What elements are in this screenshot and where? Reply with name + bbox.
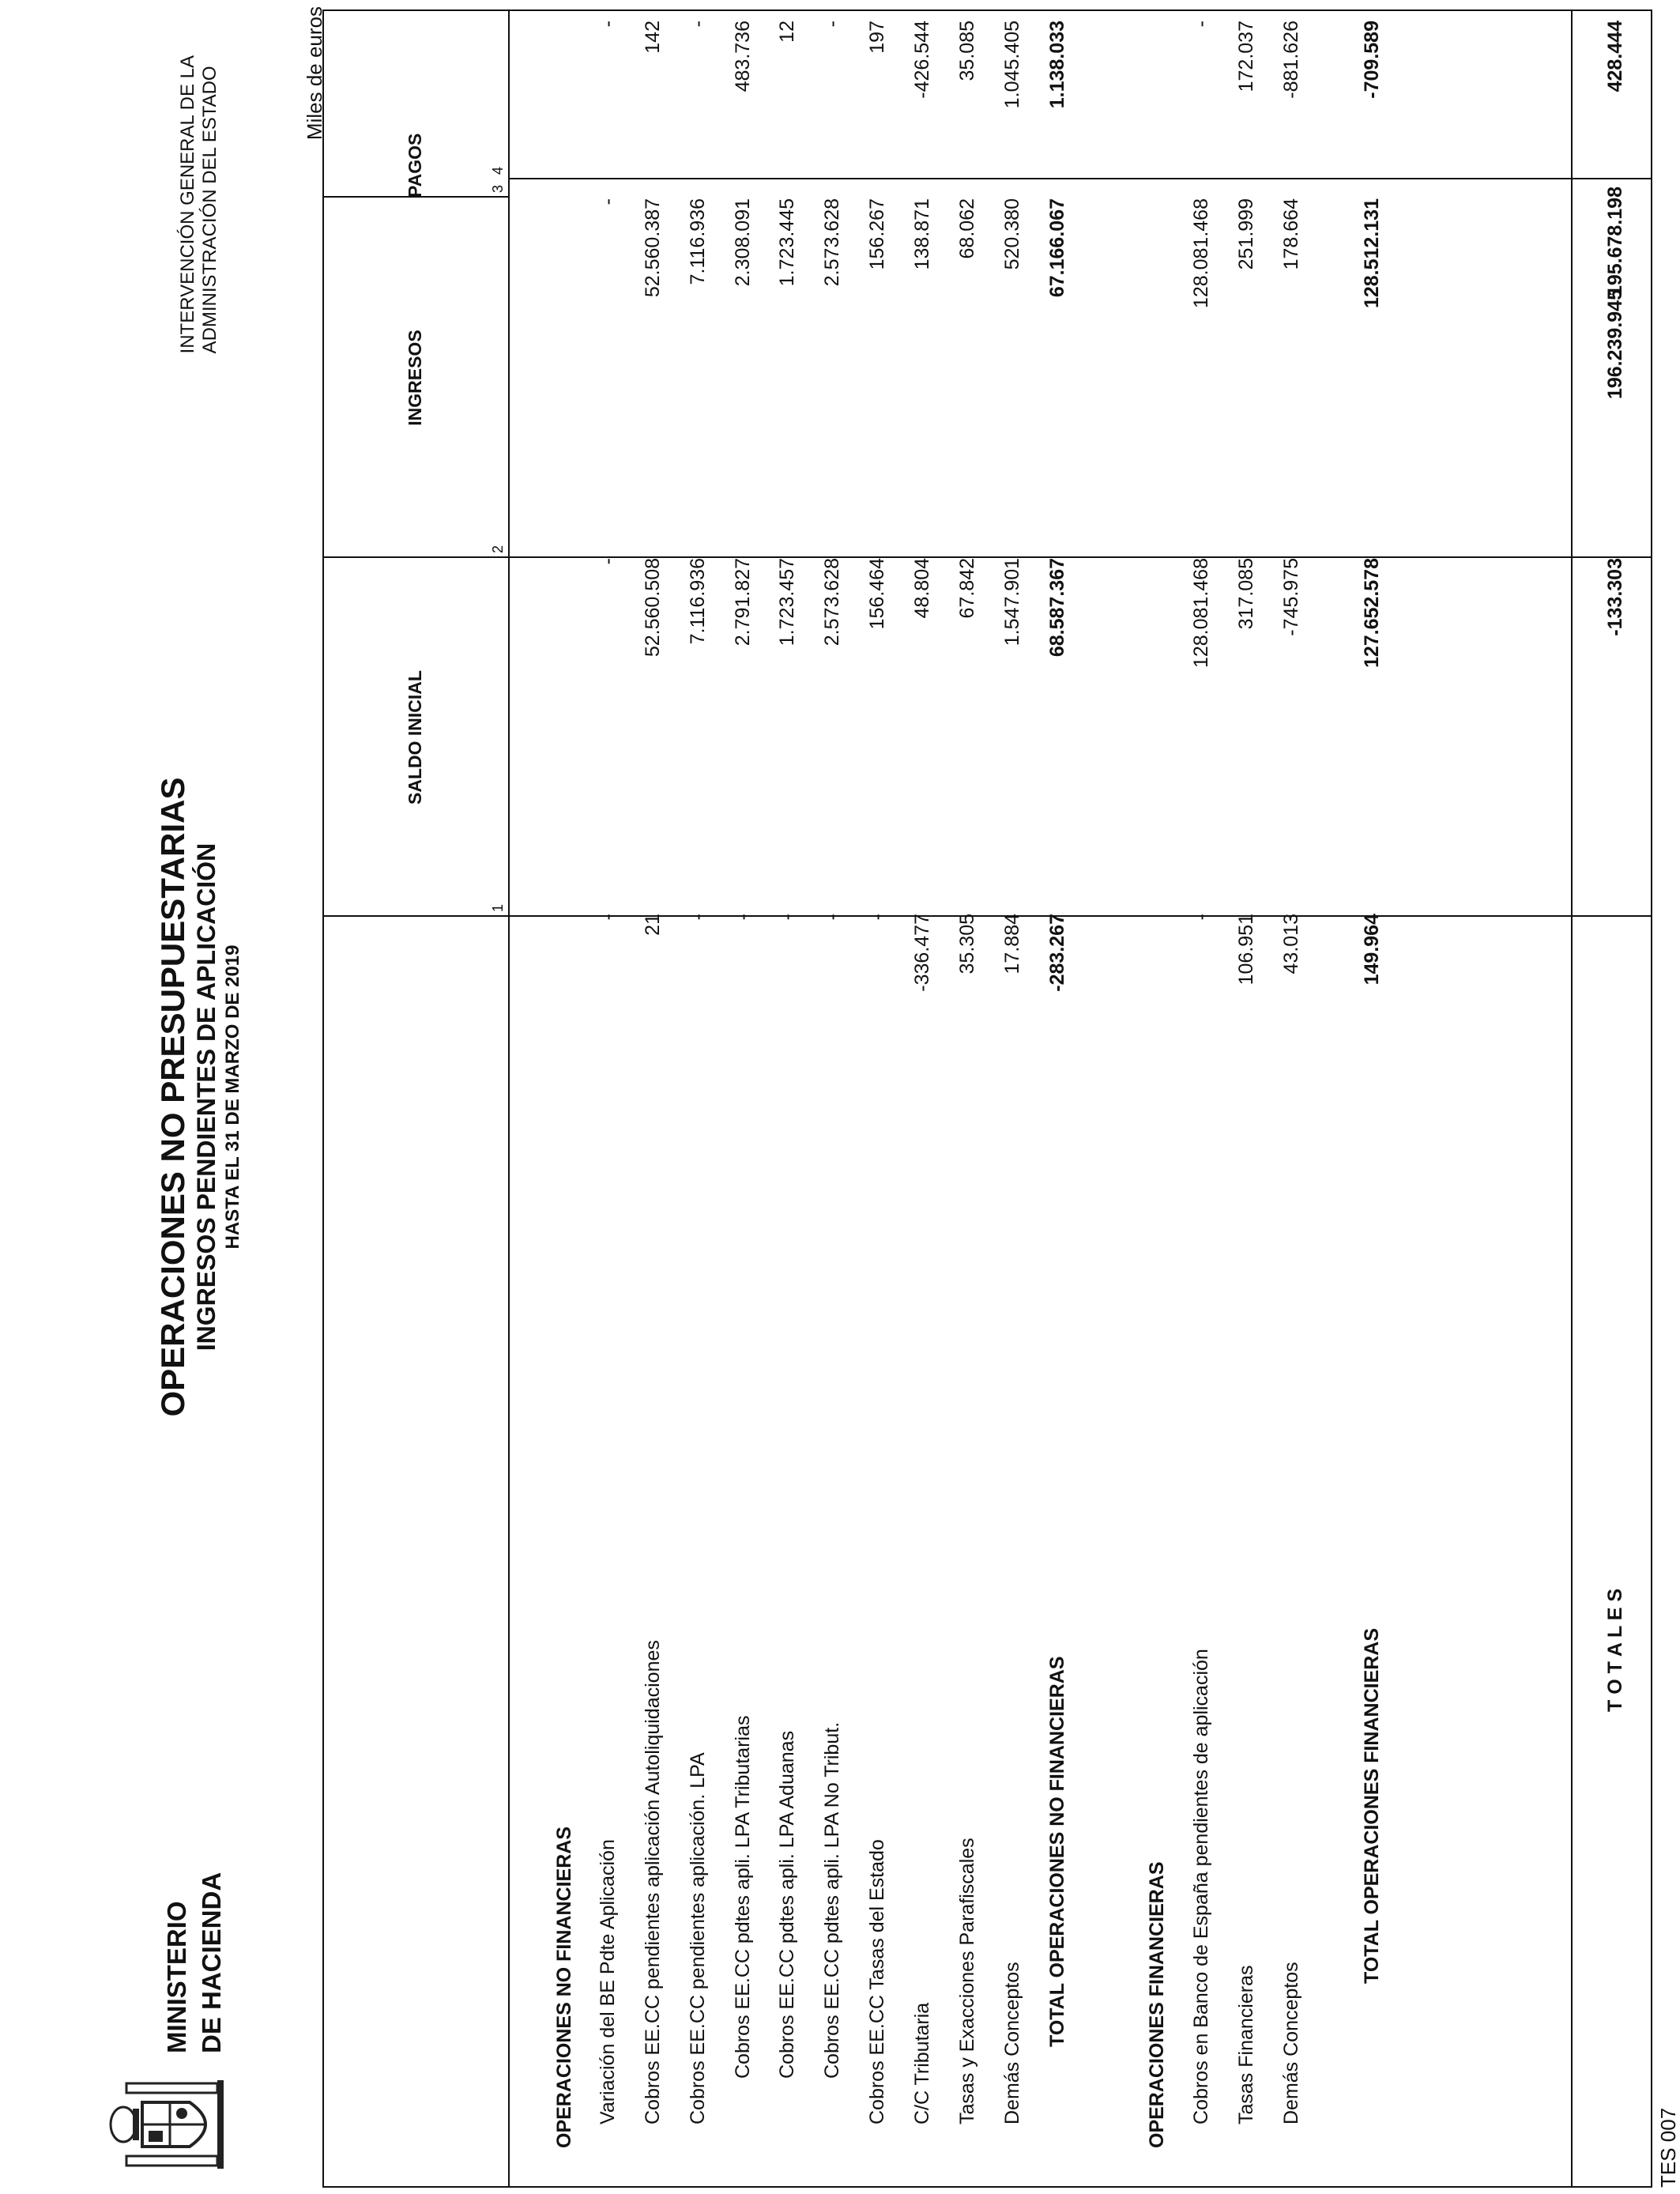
title-line-3: HASTA EL 31 DE MARZO DE 2019 (222, 944, 243, 1250)
section-label: OPERACIONES FINANCIERAS (1146, 1861, 1168, 2148)
units-label: Miles de euros (303, 6, 326, 141)
table-cell: - (1190, 21, 1212, 28)
table-cell: 317.085 (1235, 558, 1257, 630)
table-cell: 520.380 (1001, 198, 1023, 270)
col-number-1: 1 (490, 903, 506, 912)
ministry-line-2: DE HACIENDA (197, 1872, 226, 2053)
col-number-4: 4 (490, 166, 506, 175)
table-cell: - (597, 558, 619, 565)
row-label: Demás Conceptos (1001, 1962, 1023, 2124)
table-cell: 149.964 (1361, 914, 1383, 986)
table-cell: 142 (642, 21, 664, 54)
section-label: OPERACIONES NO FINANCIERAS (553, 1826, 575, 2148)
title-line-2: INGRESOS PENDIENTES DE APLICACIÓN (192, 843, 220, 1351)
table-cell: - (776, 914, 798, 921)
section-label: TOTAL OPERACIONES NO FINANCIERAS (1046, 1656, 1068, 2047)
row-label: Cobros EE.CC pdtes apli. LPA Tributarias (732, 1715, 754, 2079)
row-label: Demás Conceptos (1280, 1962, 1302, 2124)
table-cell: 1.723.445 (776, 198, 798, 287)
table-cell: 128.081.468 (1190, 198, 1212, 309)
totals-top-rule (1571, 11, 1573, 2186)
document-code: TES 007 (1656, 2107, 1680, 2188)
table-cell: 483.736 (732, 21, 754, 92)
table-cell: 35.305 (956, 914, 978, 974)
table-cell: 68.587.367 (1046, 558, 1068, 658)
data-table: SALDO INICIAL INGRESOS PAGOS 1 2 3 4 OPERACIONES NO FINANCIERAS Variación del BE Pdte Aplicación - - - - Cobros EE.CC pendientes aplicación Autoliquidaciones 21 52.560.508 52.560.387 142 Cobros EE.CC pendientes aplicación. LPA - 7.116.936 7.116.936 - Cobros EE.CC pdtes apli. LPA Tributarias - 2.791.827 2.308.091 483.736 Cobros EE.CC pdtes apli. LPA Aduanas - 1.723.457 1.723.445 12 Cobros EE.CC pdtes apli. LPA No Tribut. - 2.573.628 2.573.628 - Cobros EE.CC Tasas del Estado - 156.464 156.267 197 C/C Tributaria -336.477 48.804 138.871 -426.544 Tasas y Exacciones Parafiscales 35.305 67.842 68.062 35.085 Demás Conceptos 17.884 1.547.901 520.380 1.045.405 TOTAL OPERACIONES NO FINANCIERAS -283.267 68.587.367 67.166.067 1.138.033 OPERACIONES FINANCIERAS Cobros en Banco de España pendientes de aplicación - 128.081.468 128.081.468 - Tasas Financieras 106.951 317.085 251.999 172.037 Demás Conceptos 43.013 -745.975 178.664 -881.626 TOTAL OPERACIONES FINANCIERAS 149.964 127.652.578 128.512.131 -709.589 T O T A L E S -133.303 196.239.945 195.678.198 428.444 (322, 9, 1652, 2188)
table-cell: 178.664 (1280, 198, 1302, 270)
table-cell: 48.804 (911, 558, 933, 619)
table-cell: 172.037 (1235, 21, 1257, 92)
table-cell: 68.062 (956, 198, 978, 259)
table-cell: 128.512.131 (1361, 198, 1383, 309)
col-header-ingresos: INGRESOS (405, 330, 425, 426)
table-cell: 17.884 (1001, 914, 1023, 974)
row-label: Tasas Financieras (1235, 1965, 1257, 2124)
table-cell: 52.560.508 (642, 558, 664, 658)
table-cell: 127.652.578 (1361, 558, 1383, 669)
table-cell: 251.999 (1235, 198, 1257, 270)
totals-saldo-inicial: -133.303 (1604, 558, 1626, 636)
table-cell: 2.308.091 (732, 198, 754, 287)
row-label: C/C Tributaria (911, 2002, 933, 2124)
table-cell: -881.626 (1280, 21, 1302, 99)
row-label: Variación del BE Pdte Aplicación (597, 1839, 619, 2124)
table-cell: - (687, 914, 709, 921)
table-cell: - (821, 914, 843, 921)
table-cell: 67.842 (956, 558, 978, 619)
table-cell: -283.267 (1046, 914, 1068, 992)
totals-label: T O T A L E S (1604, 1588, 1626, 1712)
title-line-1: OPERACIONES NO PRESUPUESTARIAS (154, 777, 191, 1417)
table-cell: 156.267 (866, 198, 888, 270)
table-cell: 138.871 (911, 198, 933, 270)
table-cell: 156.464 (866, 558, 888, 630)
table-cell: - (1190, 914, 1212, 921)
table-cell: 67.166.067 (1046, 198, 1068, 298)
col-number-2: 2 (490, 545, 506, 553)
totals-ingresos: 196.239.945 (1604, 289, 1626, 400)
table-cell: -709.589 (1361, 21, 1383, 99)
table-cell: 1.045.405 (1001, 21, 1023, 109)
row-label: Cobros EE.CC pendientes aplicación Autoliquidaciones (642, 1640, 664, 2124)
col-rule-2 (324, 556, 1651, 558)
table-cell: - (866, 914, 888, 921)
table-cell: 43.013 (1280, 914, 1302, 974)
row-label: Cobros EE.CC Tasas del Estado (866, 1839, 888, 2124)
table-cell: 2.573.628 (821, 558, 843, 647)
row-label: Tasas y Exacciones Parafiscales (956, 1838, 978, 2124)
table-cell: 1.547.901 (1001, 558, 1023, 647)
table-cell: - (597, 198, 619, 205)
ministry-line-1: MINISTERIO (162, 1901, 191, 2053)
col-header-saldo-inicial: SALDO INICIAL (405, 670, 425, 805)
table-cell: - (732, 914, 754, 921)
header-bottom-rule (508, 11, 510, 2186)
table-cell: 1.138.033 (1046, 21, 1068, 109)
row-label: Cobros EE.CC pendientes aplicación. LPA (687, 1752, 709, 2124)
org-line-2: ADMINISTRACIÓN DEL ESTADO (199, 66, 220, 354)
table-cell: 2.573.628 (821, 198, 843, 287)
table-cell: -336.477 (911, 914, 933, 992)
table-cell: 12 (776, 21, 798, 43)
table-cell: 35.085 (956, 21, 978, 81)
row-label: Cobros en Banco de España pendientes de aplicación (1190, 1649, 1212, 2124)
table-cell: - (597, 914, 619, 921)
table-cell: 21 (642, 914, 664, 936)
table-cell: 197 (866, 21, 888, 54)
table-cell: 106.951 (1235, 914, 1257, 986)
table-cell: -745.975 (1280, 558, 1302, 636)
totals-saldo-final: 428.444 (1604, 21, 1626, 92)
table-cell: - (597, 21, 619, 28)
col-rule-1 (324, 915, 1651, 917)
table-cell: 1.723.457 (776, 558, 798, 647)
table-cell: 128.081.468 (1190, 558, 1212, 669)
org-line-1: INTERVENCIÓN GENERAL DE LA (177, 55, 198, 354)
row-label: Cobros EE.CC pdtes apli. LPA No Tribut. (821, 1721, 843, 2079)
col-number-3: 3 (490, 184, 506, 193)
table-cell: 52.560.387 (642, 198, 664, 298)
table-cell: 7.116.936 (687, 198, 709, 285)
table-cell: 7.116.936 (687, 558, 709, 645)
totals-pagos: 195.678.198 (1604, 187, 1626, 297)
table-cell: - (821, 21, 843, 28)
col-rule-4 (508, 178, 1651, 179)
table-cell: 2.791.827 (732, 558, 754, 647)
section-label: TOTAL OPERACIONES FINANCIERAS (1361, 1627, 1383, 1984)
organization-name (177, 55, 221, 353)
row-label: Cobros EE.CC pdtes apli. LPA Aduanas (776, 1730, 798, 2079)
table-cell: - (687, 21, 709, 28)
table-cell: -426.544 (911, 21, 933, 99)
